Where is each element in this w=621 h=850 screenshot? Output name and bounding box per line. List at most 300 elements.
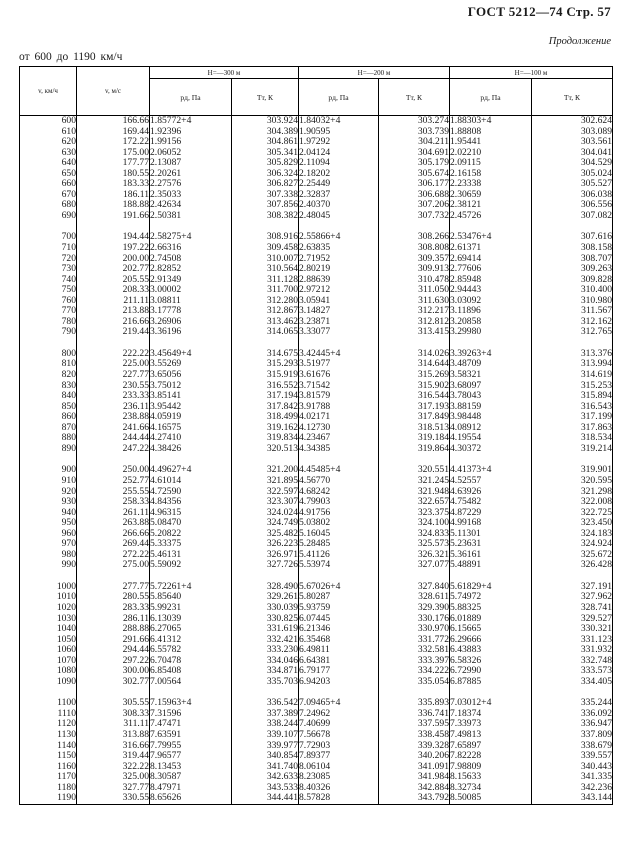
speed-ms-cell: 175.00 — [77, 148, 150, 159]
speed-ms-cell: 266.66 — [77, 529, 150, 540]
temperature-cell: 322.008 — [532, 497, 613, 508]
speed-kmh-cell: 660 — [20, 179, 77, 190]
temperature-cell: 316.544 — [379, 391, 450, 402]
pressure-cell: 3.81579 — [299, 391, 379, 402]
temperature-cell: 306.038 — [532, 190, 613, 201]
temperature-cell: 317.199 — [532, 412, 613, 423]
temperature-cell: 332.581 — [379, 645, 450, 656]
temperature-cell: 303.274 — [379, 116, 450, 127]
temperature-cell: 315.253 — [532, 381, 613, 392]
pressure-cell: 5.08470 — [150, 518, 232, 529]
pressure-cell: 2.18202 — [299, 169, 379, 180]
temperature-cell: 310.400 — [532, 285, 613, 296]
temperature-cell: 315.919 — [232, 370, 299, 381]
pressure-cell: 6.41312 — [150, 635, 232, 646]
temperature-cell: 307.616 — [532, 232, 613, 243]
pressure-cell: 3.61676 — [299, 370, 379, 381]
speed-ms-cell: 219.44 — [77, 327, 150, 338]
pressure-cell: 7.63591 — [150, 730, 232, 741]
pressure-cell: 2.04124 — [299, 148, 379, 159]
pressure-cell: 4.16575 — [150, 423, 232, 434]
temperature-cell: 324.749 — [232, 518, 299, 529]
pressure-cell: 7.03012+4 — [450, 698, 532, 709]
speed-ms-cell: 225.00 — [77, 359, 150, 370]
speed-kmh-cell: 650 — [20, 169, 77, 180]
pressure-cell: 8.32734 — [450, 783, 532, 794]
temperature-cell: 335.244 — [532, 698, 613, 709]
speed-ms-cell: 308.33 — [77, 709, 150, 720]
speed-ms-cell: 238.88 — [77, 412, 150, 423]
pressure-cell: 8.47971 — [150, 783, 232, 794]
speed-kmh-cell: 680 — [20, 200, 77, 211]
pressure-cell: 7.98809 — [450, 762, 532, 773]
pressure-cell: 5.53974 — [299, 560, 379, 571]
temperature-cell: 307.082 — [532, 211, 613, 222]
temperature-cell: 324.183 — [532, 529, 613, 540]
temperature-cell: 312.867 — [232, 306, 299, 317]
temperature-cell: 308.808 — [379, 243, 450, 254]
speed-kmh-cell: 1100 — [20, 698, 77, 709]
pressure-cell: 2.42634 — [150, 200, 232, 211]
temperature-cell: 315.293 — [232, 359, 299, 370]
temperature-cell: 304.691 — [379, 148, 450, 159]
speed-kmh-cell: 690 — [20, 211, 77, 222]
temperature-cell: 311.128 — [232, 275, 299, 286]
speed-kmh-cell: 970 — [20, 539, 77, 550]
pressure-cell: 2.32837 — [299, 190, 379, 201]
temperature-cell: 334.405 — [532, 677, 613, 688]
pressure-cell: 3.23871 — [299, 317, 379, 328]
temperature-cell: 314.026 — [379, 349, 450, 360]
temperature-cell: 330.825 — [232, 614, 299, 625]
speed-ms-cell: 327.77 — [77, 783, 150, 794]
temperature-cell: 302.624 — [532, 116, 613, 127]
pressure-cell: 2.02210 — [450, 148, 532, 159]
temperature-cell: 306.688 — [379, 190, 450, 201]
speed-kmh-cell: 750 — [20, 285, 77, 296]
pressure-cell: 8.30587 — [150, 772, 232, 783]
pressure-cell: 4.41373+4 — [450, 465, 532, 476]
pressure-cell: 3.85141 — [150, 391, 232, 402]
temperature-cell: 326.428 — [532, 560, 613, 571]
temperature-cell: 331.619 — [232, 624, 299, 635]
temperature-cell: 338.244 — [232, 719, 299, 730]
pressure-cell: 4.45485+4 — [299, 465, 379, 476]
pressure-cell: 2.50381 — [150, 211, 232, 222]
temperature-header: Tт, К — [232, 79, 299, 116]
speed-ms-cell: 255.55 — [77, 487, 150, 498]
temperature-cell: 343.533 — [232, 783, 299, 794]
temperature-cell: 303.924 — [232, 116, 299, 127]
speed-kmh-cell: 1010 — [20, 592, 77, 603]
speed-ms-cell: 200.00 — [77, 254, 150, 265]
pressure-cell: 2.94443 — [450, 285, 532, 296]
pressure-cell: 1.95441 — [450, 137, 532, 148]
pressure-cell: 2.66316 — [150, 243, 232, 254]
speed-ms-cell: 286.11 — [77, 614, 150, 625]
temperature-cell: 305.341 — [232, 148, 299, 159]
pressure-cell: 6.58326 — [450, 656, 532, 667]
pressure-cell: 4.38426 — [150, 444, 232, 455]
temperature-cell: 340.206 — [379, 751, 450, 762]
speed-kmh-cell: 710 — [20, 243, 77, 254]
pressure-cell: 2.77606 — [450, 264, 532, 275]
temperature-cell: 304.211 — [379, 137, 450, 148]
speed-ms-cell: 319.44 — [77, 751, 150, 762]
pressure-cell: 2.11094 — [299, 158, 379, 169]
temperature-cell: 318.513 — [379, 423, 450, 434]
pressure-cell: 6.43883 — [450, 645, 532, 656]
speed-kmh-cell: 640 — [20, 158, 77, 169]
temperature-cell: 309.913 — [379, 264, 450, 275]
pressure-cell: 2.38121 — [450, 200, 532, 211]
temperature-cell: 311.050 — [379, 285, 450, 296]
speed-ms-cell: 288.88 — [77, 624, 150, 635]
pressure-cell: 3.39263+4 — [450, 349, 532, 360]
speed-ms-cell: 291.66 — [77, 635, 150, 646]
temperature-cell: 323.450 — [532, 518, 613, 529]
pressure-cell: 5.46131 — [150, 550, 232, 561]
temperature-cell: 342.236 — [532, 783, 613, 794]
table-row — [20, 370, 613, 381]
pressure-cell: 2.61371 — [450, 243, 532, 254]
temperature-cell: 336.947 — [532, 719, 613, 730]
temperature-cell: 318.499 — [232, 412, 299, 423]
speed-ms-cell: 294.44 — [77, 645, 150, 656]
temperature-cell: 329.527 — [532, 614, 613, 625]
pressure-cell: 8.23085 — [299, 772, 379, 783]
speed-ms-cell: 166.66 — [77, 116, 150, 127]
pressure-cell: 7.15963+4 — [150, 698, 232, 709]
temperature-cell: 319.834 — [232, 433, 299, 444]
pressure-cell: 7.00564 — [150, 677, 232, 688]
speed-kmh-cell: 760 — [20, 296, 77, 307]
temperature-cell: 314.675 — [232, 349, 299, 360]
speed-kmh-cell: 610 — [20, 127, 77, 138]
table-row — [20, 677, 613, 688]
table-row — [20, 444, 613, 455]
pressure-cell: 3.08811 — [150, 296, 232, 307]
temperature-cell: 336.092 — [532, 709, 613, 720]
pressure-cell: 8.40326 — [299, 783, 379, 794]
speed-ms-header: v, м/с — [77, 67, 150, 116]
pressure-cell: 6.85408 — [150, 666, 232, 677]
pressure-cell: 3.91788 — [299, 402, 379, 413]
speed-kmh-cell: 1000 — [20, 582, 77, 593]
pressure-cell: 3.88159 — [450, 402, 532, 413]
speed-ms-cell: 211.11 — [77, 296, 150, 307]
temperature-header: Tт, К — [379, 79, 450, 116]
temperature-cell: 308.382 — [232, 211, 299, 222]
pressure-cell: 5.16045 — [299, 529, 379, 540]
temperature-cell: 340.854 — [232, 751, 299, 762]
temperature-cell: 307.338 — [232, 190, 299, 201]
temperature-cell: 333.397 — [379, 656, 450, 667]
temperature-cell: 304.861 — [232, 137, 299, 148]
temperature-cell: 305.179 — [379, 158, 450, 169]
speed-kmh-cell: 1060 — [20, 645, 77, 656]
altitude-header-1: H=—300 м — [150, 67, 299, 79]
pressure-cell: 4.63926 — [450, 487, 532, 498]
temperature-cell: 344.441 — [232, 793, 299, 804]
pressure-cell: 5.99231 — [150, 603, 232, 614]
temperature-cell: 334.871 — [232, 666, 299, 677]
pressure-header: pд, Па — [299, 79, 379, 116]
temperature-cell: 322.597 — [232, 487, 299, 498]
speed-ms-cell: 202.77 — [77, 264, 150, 275]
pressure-cell: 3.48709 — [450, 359, 532, 370]
pressure-cell: 5.11301 — [450, 529, 532, 540]
pressure-cell: 4.49627+4 — [150, 465, 232, 476]
pressure-cell: 6.49811 — [299, 645, 379, 656]
pressure-cell: 3.33077 — [299, 327, 379, 338]
speed-kmh-cell: 1150 — [20, 751, 77, 762]
speed-kmh-cell: 1020 — [20, 603, 77, 614]
temperature-cell: 331.932 — [532, 645, 613, 656]
speed-ms-cell: 213.88 — [77, 306, 150, 317]
pressure-cell: 5.85640 — [150, 592, 232, 603]
temperature-cell: 338.679 — [532, 741, 613, 752]
pressure-cell: 8.15633 — [450, 772, 532, 783]
pressure-cell: 2.09115 — [450, 158, 532, 169]
pressure-cell: 4.34385 — [299, 444, 379, 455]
temperature-cell: 343.792 — [379, 793, 450, 804]
pressure-cell: 7.31596 — [150, 709, 232, 720]
pressure-cell: 5.80287 — [299, 592, 379, 603]
speed-ms-cell: 263.88 — [77, 518, 150, 529]
temperature-cell: 321.200 — [232, 465, 299, 476]
temperature-cell: 320.595 — [532, 476, 613, 487]
temperature-cell: 305.829 — [232, 158, 299, 169]
temperature-cell: 330.321 — [532, 624, 613, 635]
pressure-cell: 6.35468 — [299, 635, 379, 646]
speed-ms-cell: 208.33 — [77, 285, 150, 296]
speed-ms-cell: 233.33 — [77, 391, 150, 402]
temperature-cell: 309.458 — [232, 243, 299, 254]
pressure-cell: 2.58275+4 — [150, 232, 232, 243]
pressure-cell: 5.88325 — [450, 603, 532, 614]
temperature-cell: 335.703 — [232, 677, 299, 688]
pressure-cell: 3.75012 — [150, 381, 232, 392]
temperature-cell: 337.809 — [532, 730, 613, 741]
pressure-cell: 3.95442 — [150, 402, 232, 413]
temperature-cell: 319.162 — [232, 423, 299, 434]
temperature-cell: 327.191 — [532, 582, 613, 593]
temperature-cell: 325.482 — [232, 529, 299, 540]
temperature-cell: 339.977 — [232, 741, 299, 752]
pressure-cell: 1.88808 — [450, 127, 532, 138]
pressure-cell: 2.13087 — [150, 158, 232, 169]
temperature-cell: 337.595 — [379, 719, 450, 730]
temperature-cell: 320.551 — [379, 465, 450, 476]
speed-kmh-cell: 890 — [20, 444, 77, 455]
temperature-cell: 324.924 — [532, 539, 613, 550]
temperature-cell: 304.529 — [532, 158, 613, 169]
speed-ms-cell: 313.88 — [77, 730, 150, 741]
pressure-cell: 5.74972 — [450, 592, 532, 603]
temperature-cell: 341.740 — [232, 762, 299, 773]
speed-kmh-cell: 1130 — [20, 730, 77, 741]
pressure-cell: 3.78043 — [450, 391, 532, 402]
temperature-cell: 327.077 — [379, 560, 450, 571]
pressure-cell: 7.89377 — [299, 751, 379, 762]
temperature-cell: 329.390 — [379, 603, 450, 614]
pressure-cell: 1.90595 — [299, 127, 379, 138]
pressure-cell: 3.03092 — [450, 296, 532, 307]
table-row — [20, 603, 613, 614]
pressure-cell: 6.94203 — [299, 677, 379, 688]
temperature-cell: 303.089 — [532, 127, 613, 138]
table-row — [20, 560, 613, 571]
temperature-cell: 317.193 — [379, 402, 450, 413]
temperature-cell: 324.100 — [379, 518, 450, 529]
pressure-cell: 3.51977 — [299, 359, 379, 370]
pressure-cell: 5.33375 — [150, 539, 232, 550]
pressure-cell: 2.25449 — [299, 179, 379, 190]
pressure-cell: 5.28485 — [299, 539, 379, 550]
temperature-cell: 306.556 — [532, 200, 613, 211]
speed-ms-cell: 197.22 — [77, 243, 150, 254]
pressure-cell: 4.79903 — [299, 497, 379, 508]
temperature-cell: 323.307 — [232, 497, 299, 508]
temperature-cell: 324.024 — [232, 508, 299, 519]
speed-ms-cell: 191.66 — [77, 211, 150, 222]
temperature-cell: 313.462 — [232, 317, 299, 328]
speed-ms-cell: 180.55 — [77, 169, 150, 180]
pressure-cell: 6.13039 — [150, 614, 232, 625]
pressure-cell: 4.52557 — [450, 476, 532, 487]
speed-kmh-cell: 810 — [20, 359, 77, 370]
pressure-cell: 2.23338 — [450, 179, 532, 190]
pressure-cell: 5.23631 — [450, 539, 532, 550]
temperature-cell: 305.024 — [532, 169, 613, 180]
temperature-cell: 325.573 — [379, 539, 450, 550]
pressure-cell: 4.27410 — [150, 433, 232, 444]
temperature-cell: 311.567 — [532, 306, 613, 317]
temperature-cell: 340.443 — [532, 762, 613, 773]
pressure-cell: 3.20858 — [450, 317, 532, 328]
speed-kmh-cell: 1180 — [20, 783, 77, 794]
pressure-cell: 7.72903 — [299, 741, 379, 752]
pressure-cell: 7.65897 — [450, 741, 532, 752]
pressure-cell: 2.69414 — [450, 254, 532, 265]
speed-ms-cell: 322.22 — [77, 762, 150, 773]
pressure-cell: 4.96315 — [150, 508, 232, 519]
table-row — [20, 211, 613, 222]
temperature-cell: 327.962 — [532, 592, 613, 603]
pressure-cell: 8.13453 — [150, 762, 232, 773]
pressure-cell: 7.09465+4 — [299, 698, 379, 709]
pressure-cell: 6.15665 — [450, 624, 532, 635]
pressure-cell: 1.97292 — [299, 137, 379, 148]
temperature-cell: 339.557 — [532, 751, 613, 762]
temperature-cell: 304.041 — [532, 148, 613, 159]
speed-kmh-cell: 1050 — [20, 635, 77, 646]
pressure-cell: 3.45649+4 — [150, 349, 232, 360]
table-row — [20, 243, 613, 254]
temperature-cell: 341.984 — [379, 772, 450, 783]
temperature-cell: 327.726 — [232, 560, 299, 571]
pressure-cell: 4.23467 — [299, 433, 379, 444]
speed-kmh-cell: 1110 — [20, 709, 77, 720]
temperature-cell: 312.217 — [379, 306, 450, 317]
speed-ms-cell: 330.55 — [77, 793, 150, 804]
pressure-cell: 2.48045 — [299, 211, 379, 222]
speed-kmh-cell: 670 — [20, 190, 77, 201]
speed-ms-cell: 297.22 — [77, 656, 150, 667]
pressure-cell: 3.98448 — [450, 412, 532, 423]
temperature-cell: 313.415 — [379, 327, 450, 338]
temperature-cell: 318.534 — [532, 433, 613, 444]
pressure-cell: 5.61829+4 — [450, 582, 532, 593]
altitude-header-2: H=—200 м — [299, 67, 450, 79]
temperature-cell: 335.893 — [379, 698, 450, 709]
speed-ms-cell: 169.44 — [77, 127, 150, 138]
speed-kmh-cell: 840 — [20, 391, 77, 402]
temperature-cell: 315.894 — [532, 391, 613, 402]
speed-ms-cell: 275.00 — [77, 560, 150, 571]
pressure-cell: 4.08912 — [450, 423, 532, 434]
pressure-cell: 5.67026+4 — [299, 582, 379, 593]
speed-ms-cell: 172.22 — [77, 137, 150, 148]
temperature-cell: 321.948 — [379, 487, 450, 498]
pressure-header: pд, Па — [450, 79, 532, 116]
temperature-cell: 339.328 — [379, 741, 450, 752]
speed-ms-cell: 247.22 — [77, 444, 150, 455]
speed-kmh-cell: 780 — [20, 317, 77, 328]
temperature-cell: 312.812 — [379, 317, 450, 328]
temperature-cell: 334.222 — [379, 666, 450, 677]
temperature-header: Tт, К — [532, 79, 613, 116]
speed-kmh-cell: 880 — [20, 433, 77, 444]
altitude-header-3: H=—100 м — [450, 67, 613, 79]
range-title: от 600 до 1190 км/ч — [19, 51, 123, 63]
speed-ms-cell: 280.55 — [77, 592, 150, 603]
pressure-cell: 4.12730 — [299, 423, 379, 434]
pressure-cell: 2.53476+4 — [450, 232, 532, 243]
pressure-cell: 3.26906 — [150, 317, 232, 328]
temperature-cell: 319.184 — [379, 433, 450, 444]
temperature-cell: 317.849 — [379, 412, 450, 423]
pressure-cell: 2.88639 — [299, 275, 379, 286]
temperature-cell: 305.527 — [532, 179, 613, 190]
speed-ms-cell: 277.77 — [77, 582, 150, 593]
temperature-cell: 334.046 — [232, 656, 299, 667]
pressure-cell: 4.75482 — [450, 497, 532, 508]
pressure-cell: 3.17778 — [150, 306, 232, 317]
speed-kmh-cell: 1040 — [20, 624, 77, 635]
pressure-cell: 2.16158 — [450, 169, 532, 180]
pressure-cell: 2.35033 — [150, 190, 232, 201]
table-row — [20, 497, 613, 508]
speed-kmh-cell: 920 — [20, 487, 77, 498]
speed-kmh-cell: 850 — [20, 402, 77, 413]
pressure-cell: 1.84032+4 — [299, 116, 379, 127]
data-table — [19, 66, 613, 805]
pressure-cell: 3.11896 — [450, 306, 532, 317]
pressure-cell: 4.30372 — [450, 444, 532, 455]
temperature-cell: 326.223 — [232, 539, 299, 550]
speed-kmh-cell: 930 — [20, 497, 77, 508]
temperature-cell: 308.916 — [232, 232, 299, 243]
pressure-cell: 2.71952 — [299, 254, 379, 265]
speed-kmh-cell: 800 — [20, 349, 77, 360]
temperature-cell: 330.039 — [232, 603, 299, 614]
pressure-cell: 4.99168 — [450, 518, 532, 529]
speed-kmh-cell: 900 — [20, 465, 77, 476]
speed-kmh-cell: 790 — [20, 327, 77, 338]
pressure-cell: 3.58321 — [450, 370, 532, 381]
